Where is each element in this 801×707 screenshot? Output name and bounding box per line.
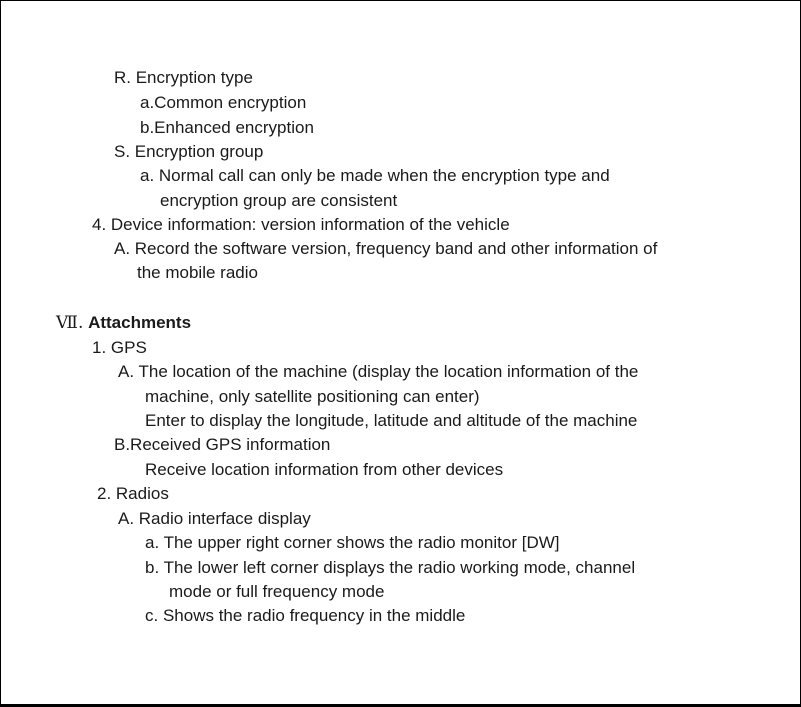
device-information-heading: 4. Device information: version information of the vehicle — [92, 215, 510, 234]
normal-call-item-line1: a. Normal call can only be made when the encryption type and — [140, 166, 610, 185]
radio-monitor-item: a. The upper right corner shows the radio monitor [DW] — [145, 533, 560, 552]
section-heading — [56, 313, 191, 333]
common-encryption-item: a.Common encryption — [140, 93, 307, 112]
radios-heading: 2. Radios — [97, 484, 169, 503]
gps-location-item-line3: Enter to display the longitude, latitude and altitude of the machine — [145, 411, 638, 430]
enhanced-encryption-item: b.Enhanced encryption — [140, 118, 314, 137]
gps-location-item-line1: A. The location of the machine (display the location information of the — [118, 362, 639, 381]
radio-frequency-item: c. Shows the radio frequency in the middle — [145, 606, 466, 625]
encryption-group-heading: S. Encryption group — [114, 142, 264, 161]
gps-heading: 1. GPS — [92, 338, 147, 357]
section-title: Attachments — [88, 313, 192, 332]
radio-mode-item-line1: b. The lower left corner displays the radio working mode, channel — [145, 558, 636, 577]
software-version-item-line1: A. Record the software version, frequency band and other information of — [114, 239, 658, 258]
gps-received-item: B.Received GPS information — [114, 435, 331, 454]
radio-interface-item: A. Radio interface display — [118, 509, 311, 528]
encryption-type-heading: R. Encryption type — [114, 68, 253, 87]
software-version-item-line2: the mobile radio — [137, 263, 258, 282]
gps-location-item-line2: machine, only satellite positioning can enter) — [145, 387, 480, 406]
section-numeral: Ⅶ. — [56, 313, 84, 333]
radio-mode-item-line2: mode or full frequency mode — [169, 582, 385, 601]
normal-call-item-line2: encryption group are consistent — [160, 191, 398, 210]
gps-received-detail: Receive location information from other devices — [145, 460, 504, 479]
